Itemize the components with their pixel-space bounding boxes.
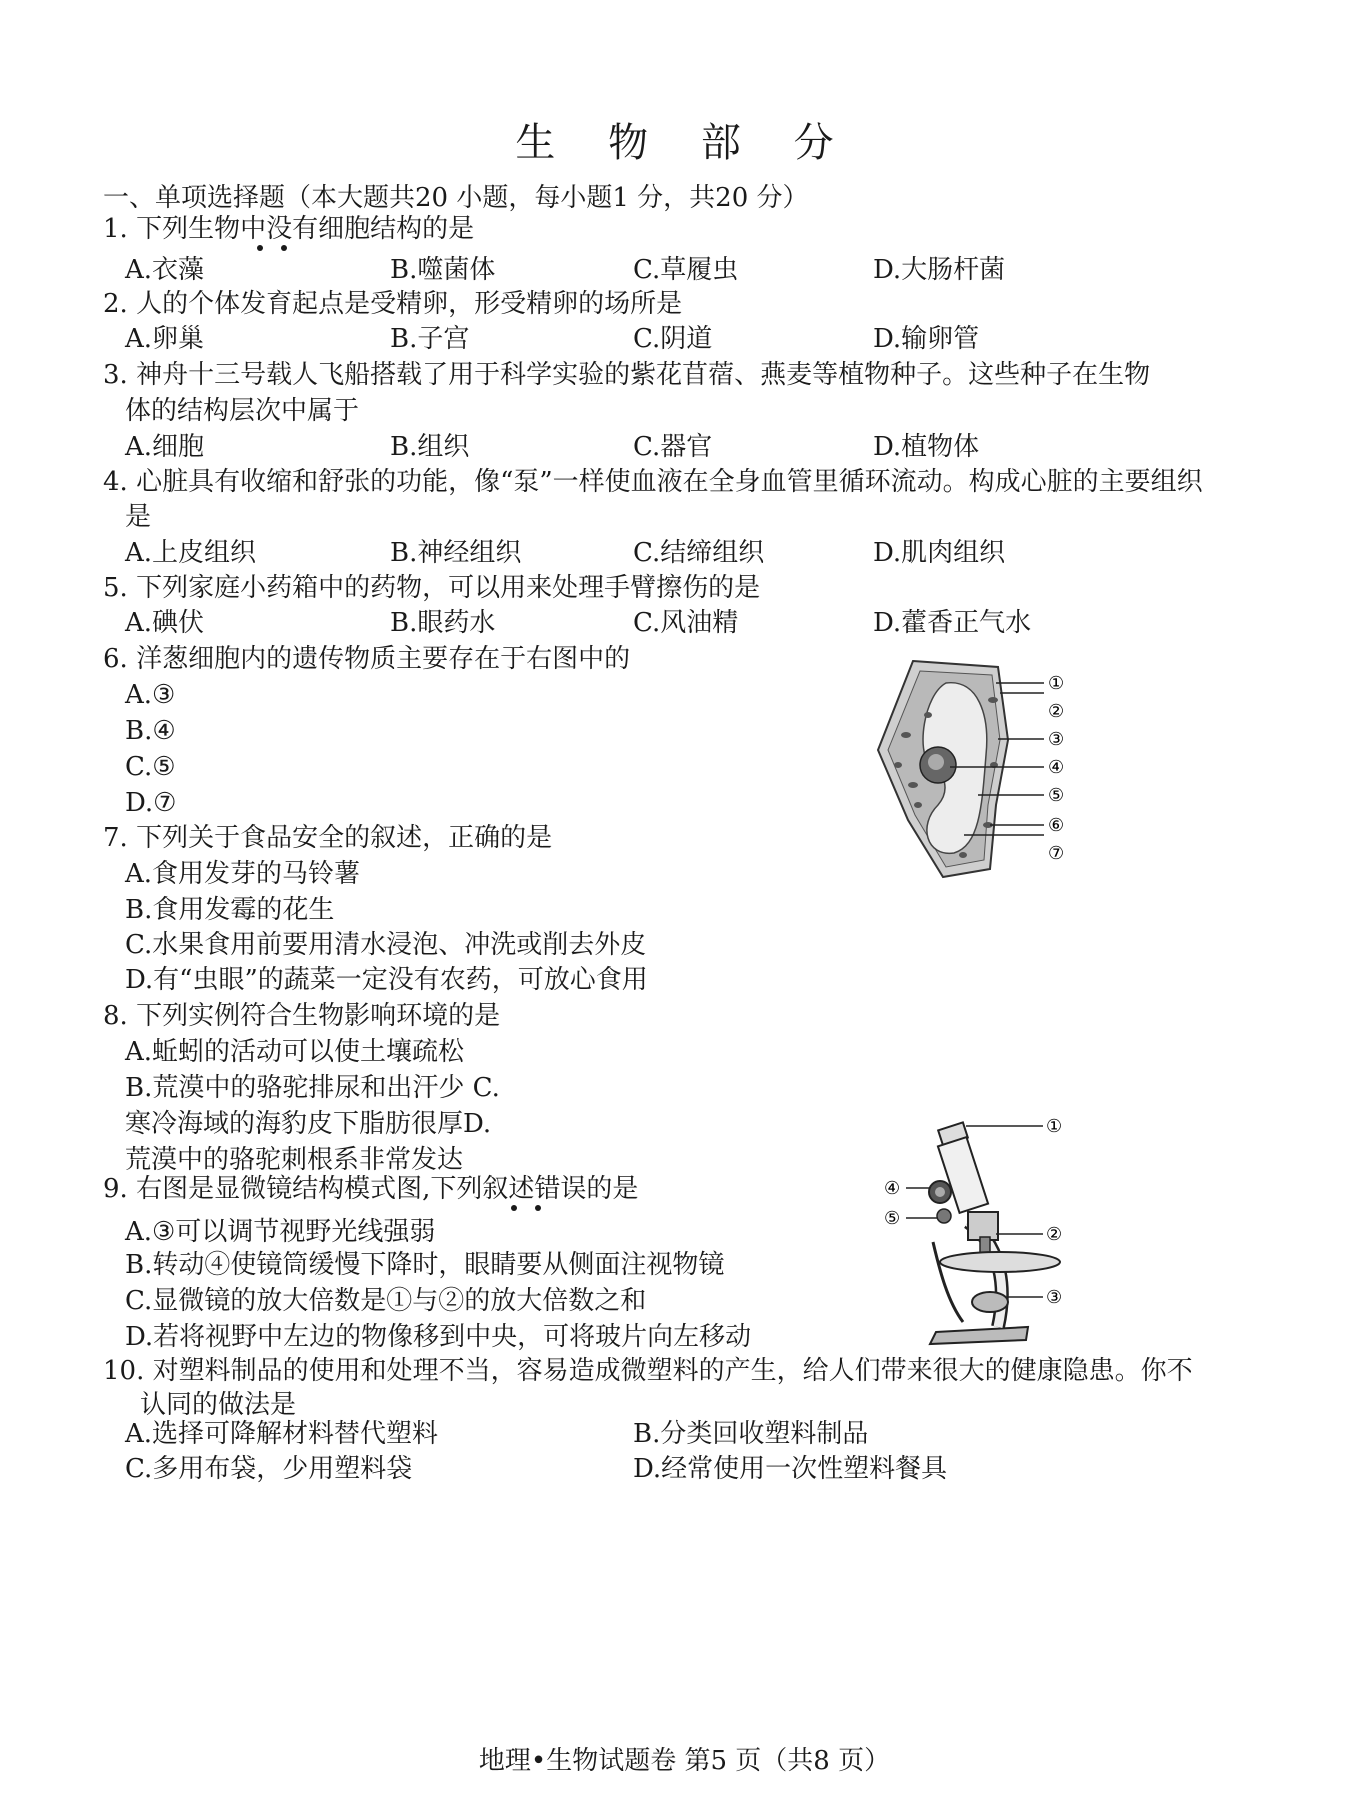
cell-label-2: ② <box>1048 701 1065 722</box>
question-1-stem: 1. 下列生物中没有细胞结构的是 <box>103 214 475 244</box>
question-6-stem: 6. 洋葱细胞内的遗传物质主要存在于右图中的 <box>103 644 631 674</box>
microscope-label-5: ⑤ <box>884 1208 901 1229</box>
q4-option-c: C.结缔组织 <box>633 538 765 568</box>
microscope-label-4: ④ <box>884 1178 901 1199</box>
question-2-stem: 2. 人的个体发育起点是受精卵，形受精卵的场所是 <box>103 289 683 319</box>
q10-option-c: C.多用布袋，少用塑料袋 <box>125 1454 413 1484</box>
section-heading: 一、单项选择题（本大题共20 小题，每小题1 分，共20 分） <box>103 183 809 213</box>
cell-label-1: ① <box>1048 673 1065 694</box>
emphasis-dot <box>535 1205 541 1211</box>
question-10-stem: 10. 对塑料制品的使用和处理不当，容易造成微塑料的产生，给人们带来很大的健康隐患。你不 <box>103 1356 1193 1386</box>
q5-option-b: B.眼药水 <box>390 608 496 638</box>
page-title: 生 物 部 分 <box>515 120 854 166</box>
q6-option-a: A.③ <box>125 680 176 710</box>
question-3-stem-cont: 体的结构层次中属于 <box>125 396 360 426</box>
question-10-stem-cont: 认同的做法是 <box>140 1390 297 1420</box>
q4-option-d: D.肌肉组织 <box>873 538 1006 568</box>
q7-option-b: B.食用发霉的花生 <box>125 895 335 925</box>
q10-option-a: A.选择可降解材料替代塑料 <box>125 1419 439 1449</box>
q8-option-c: 寒冷海域的海豹皮下脂肪很厚D. <box>125 1109 492 1139</box>
emphasis-dot <box>257 245 263 251</box>
q9-option-c: C.显微镜的放大倍数是①与②的放大倍数之和 <box>125 1286 647 1316</box>
q2-option-a: A.卵巢 <box>125 324 205 354</box>
q8-option-d: 荒漠中的骆驼刺根系非常发达 <box>125 1145 464 1175</box>
q7-option-d: D.有“虫眼”的蔬菜一定没有农药，可放心食用 <box>125 965 648 995</box>
question-7-stem: 7. 下列关于食品安全的叙述，正确的是 <box>103 823 553 853</box>
q5-option-a: A.碘伏 <box>125 608 205 638</box>
q7-option-c: C.水果食用前要用清水浸泡、冲洗或削去外皮 <box>125 930 647 960</box>
q7-option-a: A.食用发芽的马铃薯 <box>125 859 361 889</box>
q4-option-a: A.上皮组织 <box>125 538 257 568</box>
q3-option-b: B.组织 <box>390 432 470 462</box>
microscope-figure <box>878 1112 1083 1352</box>
microscope-label-1: ① <box>1046 1116 1063 1137</box>
q6-option-d: D.⑦ <box>125 788 177 818</box>
q8-option-b: B.荒漠中的骆驼排尿和出汗少 C. <box>125 1073 500 1103</box>
question-5-stem: 5. 下列家庭小药箱中的药物，可以用来处理手臂擦伤的是 <box>103 573 761 603</box>
question-8-stem: 8. 下列实例符合生物影响环境的是 <box>103 1001 501 1031</box>
q1-option-b: B.噬菌体 <box>390 255 496 285</box>
q3-option-a: A.细胞 <box>125 432 205 462</box>
q9-option-a: A.③可以调节视野光线强弱 <box>125 1217 436 1247</box>
q2-option-d: D.输卵管 <box>873 324 980 354</box>
cell-label-7: ⑦ <box>1048 843 1065 864</box>
question-9-stem: 9. 右图是显微镜结构模式图,下列叙述错误的是 <box>103 1174 639 1204</box>
q1-option-d: D.大肠杆菌 <box>873 255 1006 285</box>
page-footer: 地理•生物试题卷 第5 页（共8 页） <box>478 1746 891 1776</box>
q3-option-c: C.器官 <box>633 432 713 462</box>
q9-option-d: D.若将视野中左边的物像移到中央，可将玻片向左移动 <box>125 1322 752 1352</box>
q6-option-b: B.④ <box>125 716 176 746</box>
q6-option-c: C.⑤ <box>125 752 176 782</box>
microscope-label-2: ② <box>1046 1224 1063 1245</box>
q5-option-c: C.风油精 <box>633 608 739 638</box>
cell-label-6: ⑥ <box>1048 815 1065 836</box>
q5-option-d: D.藿香正气水 <box>873 608 1032 638</box>
q8-option-a: A.蚯蚓的活动可以使土壤疏松 <box>125 1037 465 1067</box>
cell-label-3: ③ <box>1048 729 1065 750</box>
q10-option-d: D.经常使用一次性塑料餐具 <box>633 1454 948 1484</box>
q1-option-a: A.衣藻 <box>125 255 205 285</box>
q2-option-b: B.子宫 <box>390 324 470 354</box>
question-4-stem-cont: 是 <box>125 502 152 532</box>
q10-option-b: B.分类回收塑料制品 <box>633 1419 869 1449</box>
q2-option-c: C.阴道 <box>633 324 713 354</box>
cell-label-4: ④ <box>1048 757 1065 778</box>
plant-cell-figure <box>868 655 1083 883</box>
question-4-stem: 4. 心脏具有收缩和舒张的功能，像“泵”一样使血液在全身血管里循环流动。构成心脏的主要组织 <box>103 467 1203 497</box>
emphasis-dot <box>511 1205 517 1211</box>
microscope-label-3: ③ <box>1046 1287 1063 1308</box>
q9-option-b: B.转动④使镜筒缓慢下降时，眼睛要从侧面注视物镜 <box>125 1250 725 1280</box>
q3-option-d: D.植物体 <box>873 432 980 462</box>
cell-label-5: ⑤ <box>1048 785 1065 806</box>
question-3-stem: 3. 神舟十三号载人飞船搭载了用于科学实验的紫花苜蓿、燕麦等植物种子。这些种子在生物 <box>103 360 1151 390</box>
emphasis-dot <box>281 245 287 251</box>
q1-option-c: C.草履虫 <box>633 255 739 285</box>
q4-option-b: B.神经组织 <box>390 538 522 568</box>
